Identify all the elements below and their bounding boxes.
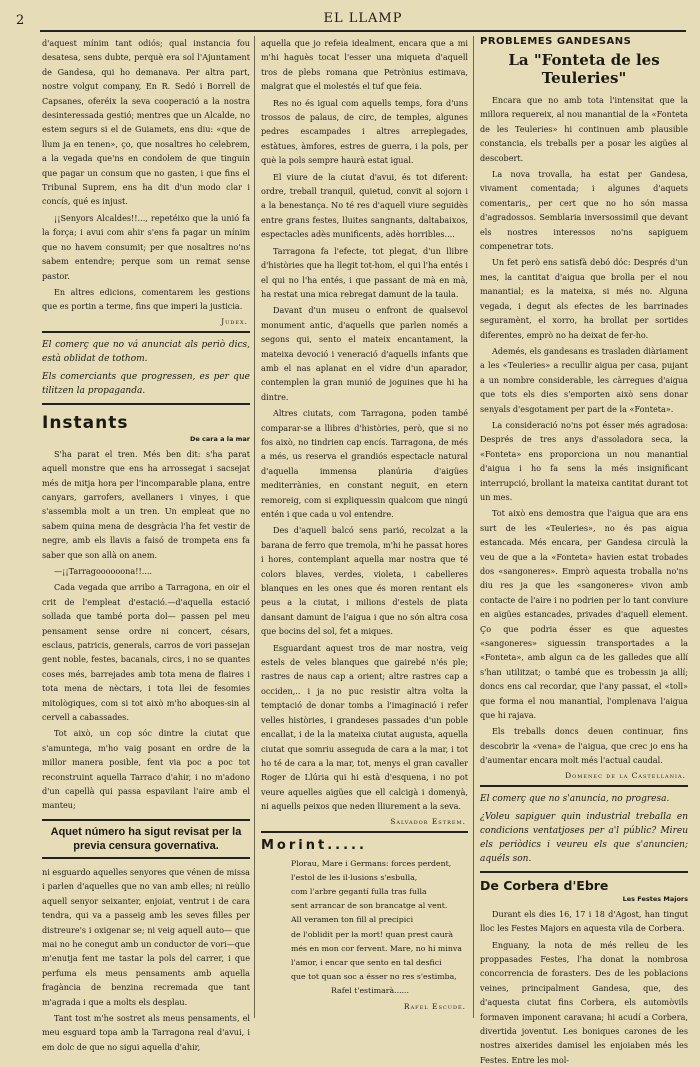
article-paragraph: Res no és igual com aquells temps, fora d'uns trossos de palaus, de circ, de temples, algunes pedres escampades i altres arreplegades, estàtues, àmfores, estres de guerra, i la pols, per què la pols sempre haurà estat igual. (261, 96, 468, 168)
article-signature: Salvador Estrem. (261, 817, 466, 826)
poem (291, 857, 468, 999)
article-paragraph: Esguardant aquest tros de mar nostra, veig estels de veles blanques que gairebé n'és ple; rastres de naus cap a orient; altre rastres cap a occiden,.. i ja no puc resistir altra volta la temptació de donar tombs a l'imaginació i refer velles històries, i grandeses passades d'un poble encallat, i de la la mateixa ciutat augusta, aquella ciutat que somriu asseguda de cara a la mar, i tot ho té de cara a la mar, tot, menys el gran cavaller Roger de Llúria qui hi està d'esquena, i no pot veure aquelles aigües que ell calcigà i domenyà, ni aquells peixos que neden lliurement a la seva. (261, 641, 468, 814)
article-paragraph: La consideració no'ns pot ésser més agradosa: Després de tres anys d'assoladora seca, la «Fonteta» ens proporciona un nou manantial d'aigua i ho fa sens la més insignificant interrupció, brollant la mateixa cantitat durant tot un mes. (480, 418, 688, 504)
article-paragraph: Tarragona fa l'efecte, tot plegat, d'un llibre d'històries que ha llegit tot-hom, el qui l'ha entés i el qui no l'ha entés, i que passant de mà en mà, ha restat una mica rebregat damunt de la taula. (261, 244, 468, 302)
article-paragraph: Els treballs doncs deuen continuar, fins descobrir la «vena» de l'aigua, que crec jo ens ha d'aumentar encara molt més l'actual caudal. (480, 724, 688, 767)
article-paragraph: S'ha parat el tren. Més ben dit: s'ha parat aquell monstre que ens ha arrossegat i sacsejat més de mitja hora per l'incomparable plana, entre canyars, garrofers, avellaners i vinyes, i que s'assembla molt a un tren. Un empleat que no sabem quina mena de desgràcia l'ha fet vestir de negre, amb els llavis a faisó de trompeta ens fa saber que son allà on anem. (42, 447, 250, 562)
divider (42, 403, 250, 405)
poem-line: Rafel t'estimarà...... (291, 984, 468, 998)
article-paragraph: El viure de la ciutat d'avui, és tot diferent: ordre, treball tranquil, quietud, convit al sojorn i a la benestança. No té res d'aquell viure seguidès entre grans festes, lluites sangnants, daltabaixos, espectacles adès munificents, adès horribles.... (261, 170, 468, 242)
article-paragraph: Tot això, un cop sóc dintre la ciutat que s'amuntega, m'ho vaig posant en ordre de la millor manera posible, fent via poc a poc tot reconstruint aquella Tarraco d'ahir, i no m'adono d'un capellà qui passa espavilant l'aire amb el manteu; (42, 726, 250, 812)
article-paragraph: Un fet però ens satisfà debó dóc: Després d'un mes, la cantitat d'aigua que brolla per el nou manantial; es la mateixa, si més no. Alguna vegada, i degut als efectes de les barrinades seguramènt, el xorro, ha brollat per sortides diferentes, emprò no ha deixat de fer-ho. (480, 255, 688, 341)
advertising-notice: El comerç que no s'anuncia, no progresa. (480, 792, 688, 806)
section-subtitle: Les Festes Majors (480, 895, 688, 903)
divider (261, 831, 468, 833)
article-paragraph: Ademés, els gandesans es trasladen diàriament a les «Teuleries» a recullir aigua per casa, pujant a un nombre considerable, les càrregues d'aigua que tots els dies s'emporten això sens donar senyals d'esgotament per part de la «Fonteta». (480, 344, 688, 416)
article-signature: Domenec de la Castellania. (480, 771, 686, 780)
poem-line: l'amor, i encar que sento en tal desfici (291, 956, 468, 970)
section-heading-instants: Instants (42, 413, 250, 433)
article-paragraph: d'aquest mínim tant odiós; qual instancia fou desatesa, sens dubte, perquè era sol l'Ajuntament de Gandesa, qui ho demanava. Per altra part, nostre volgut company, En R. Sedó i Borrell de Capsanes, oferéix la seva cooperació a la nostra desinteressada gestió; mentres que un Alcalde, no estem segurs si el de Guiamets, ens diu: «que de llum ja en tenen», ço, que nosaltres ho celebrem, a la vegada que'ns en condolem de que tinguin que pagar un consum que no gasten, i que fins el Tribunal Suprem, ens ha dit d'un modo clar i concís, qué es injust. (42, 36, 250, 209)
divider (42, 331, 250, 333)
article-paragraph: Altres ciutats, com Tarragona, poden també comparar-se a llibres d'històries, però, que si no fos això, no tindrien cap encís. Tarragona, de més a més, us reserva el grandiós espectacle natural d'aquella immensa planúria d'aigües mediterrànies, en constant neguit, en etern remoreig, com si expliquessin qualcom que ningú entén i que cada u vol entendre. (261, 406, 468, 521)
poem-line: All veramen ton fill al precipici (291, 913, 468, 927)
poem-line: més en mon cor fervent. Mare, no hi minva (291, 942, 468, 956)
censorship-notice: Aquet número ha sigut revisat per la previa censura governativa. (42, 819, 250, 859)
article-title: La "Fonteta de les Teuleries" (480, 51, 688, 87)
poem-line: Plorau, Mare i Germans: forces perdent, (291, 857, 468, 871)
article-paragraph: Tot això ens demostra que l'aigua que ara ens surt de les «Teuleries», no és pas aigua estancada. Més encara, per Gandesa circulà la veu de que a la «Fonteta» havien estat trobades dos «sangoneres». Emprò aquesta troballa no'ns diu res ja que les «sangoneres» vivon amb contacte de l'aire i no podrien per lo tant conviure en aigües estancades, privades d'aquell element. Ço que podria ésser es que aquestes «sangoneres» siguessin transportades a la «Fonteta», amb algun ca de les galledes que allí s'han utilitzat; o també que es trobessin ja allí; doncs ens cal recordar, que l'any passat, el «toll» que forma el nou manantial, l'omplenava l'aigua que hi rajava. (480, 506, 688, 722)
page-number: 2 (16, 13, 24, 28)
poem-line: l'estol de les il·lusions s'esbulla, (291, 871, 468, 885)
poem-signature: Rafel Escudé. (261, 1002, 466, 1011)
article-paragraph: Durant els dies 16, 17 i 18 d'Agost, han tingut lloc les Festes Majors en aquesta vila de Corbera. (480, 907, 688, 936)
divider (480, 785, 688, 787)
section-subtitle: De cara a la mar (42, 435, 250, 443)
column-right (480, 36, 688, 1018)
section-label: PROBLEMES GANDESANS (480, 36, 688, 47)
poem-line: de l'oblidit per la mort! quan prest caurà (291, 928, 468, 942)
divider (480, 871, 688, 873)
article-paragraph: —¡¡Tarragoooooona!!.... (42, 564, 250, 578)
masthead (40, 8, 686, 32)
advertising-notice: ¿Voleu sapiguer quin industrial treballa en condicions ventatjoses per a'l públic? Mireu els periòdics i veureu els que s'anuncien; aquéls son. (480, 810, 688, 866)
column-divider (254, 36, 255, 1018)
article-paragraph: Des d'aquell balcó sens parió, recolzat a la barana de ferro que tremola, m'hi he passat hores i hores, contemplant aquella mar nostra que té colors blaves, verdes, violeta, i cabelleres blanques en les ones que és moren rentant els peus a la ciutat, i milions d'estels de plata dansant damunt de l'aigua i que no són altra cosa que bocins del sol, fet a miques. (261, 523, 468, 638)
article-title: De Corbera d'Ebre (480, 878, 688, 893)
article-paragraph: Enguany, la nota de més relleu de les proppasades Festes, l'ha donat la nombrosa concorrencia de forasters. Des de les poblacions veines, principalment Gandesa, que, des d'aquesta ciutat fins Corbera, els automòvils formaven imponent caravana; hi acudí a Corbera, divertida joventut. Les boniques carones de les nostres aixerides damisel les enjoiaben més les Festes. Entre les mol- (480, 938, 688, 1067)
article-paragraph: Davant d'un museu o enfront de qualsevol monument antic, d'aquells que parlen només a segons qui, sento el mateix encantament, la mateixa devoció i veneració d'aquells infants que amb el nas aplanat en el vidre d'un aparador, contemplen la gran munió de joguines que hi ha dintre. (261, 303, 468, 404)
article-paragraph: La nova trovalla, ha estat per Gandesa, vivament comentada; i algunes d'aquets comentaris,, per cert que no ho són massa d'agradossos. Semblaria inversossimil que devant els nostres interessos no'ns sapiguem compenetrar tots. (480, 167, 688, 253)
column-middle (261, 36, 468, 1018)
poem-line: com l'arbre gegantí fulla tras fulla (291, 885, 468, 899)
article-signature: Judex. (42, 317, 248, 326)
article-paragraph: Cada vegada que arribo a Tarragona, en oir el crit de l'empleat d'estació.—d'aquella estació sollada que també porta dol— passen pel meu pensament sense ordre ni concert, césars, esclaus, patricis, generals, carros de vori passejan gent noble, festes, bacanals, circs, i no se quantes coses més, barrejades amb tota mena de flaires i tota mena de nèctars, i tota llei de fesomies mitològiques, com si tot això m'ho aboques-sin al cervell a cabassades. (42, 580, 250, 724)
article-paragraph: Tant tost m'he sostret als meus pensaments, el meu esguard topa amb la Tarragona real d'avui, i em dolc de que no sigui aquella d'ahir, (42, 1011, 250, 1054)
column-left (42, 36, 250, 1018)
advertising-notice: Els comerciants que progressen, es per que tilitzen la propaganda. (42, 370, 250, 398)
poem-line: sent arrancar de son brancatge al vent. (291, 899, 468, 913)
article-paragraph: En altres edicions, comentarem les gestions que es portin a terme, fins que imperi la justicia. (42, 285, 250, 314)
article-paragraph: ¡¡Senyors Alcaldes!!..., repetéixo que la unió fa la força; i avui com ahir s'ens fa pagar un mínim que no havem consumit; per que nosaltres no'ns sabem entendre; perque som un remat sense pastor. (42, 211, 250, 283)
newspaper-title: EL LLAMP (40, 11, 686, 26)
article-paragraph: aquella que jo refeia idealment, encara que a mi m'hi haguès tocat l'esser una miqueta d'aquell tros de plebs romana que Petrònius estimava, malgrat que el molestés el tuf que feia. (261, 36, 468, 94)
column-divider (473, 36, 474, 1018)
poem-title: Morint..... (261, 838, 468, 853)
poem-line: que tot quan soc a ésser no res s'estimba, (291, 970, 468, 984)
advertising-notice: El comerç que no vá anunciat als periò dics, està oblidat de tothom. (42, 338, 250, 366)
article-paragraph: Encara que no amb tota l'intensitat que la millora requereix, al nou manantial de la «Fonteta de les Teuleries» hi continuen amb plausible constancia, els treballs per a posar les aigües al descobert. (480, 93, 688, 165)
article-paragraph: ni esguardo aquelles senyores que vénen de missa i parlen d'aquelles que no van amb elles; ni reùllo aquell senyor seixanter, enjoiat, ventrut i de cara tendra, qui va a passeig amb les seves filles per distreure's i oxigenar se; ni veig aquell auto— que mai no he conegut amb un conductor de vori—que m'enutja fent me tastar la pols del carrer, i que perfuma els meus pensaments amb aquella fragància de benzina recremada que tant m'agrada i que a molts els desplau. (42, 865, 250, 1009)
